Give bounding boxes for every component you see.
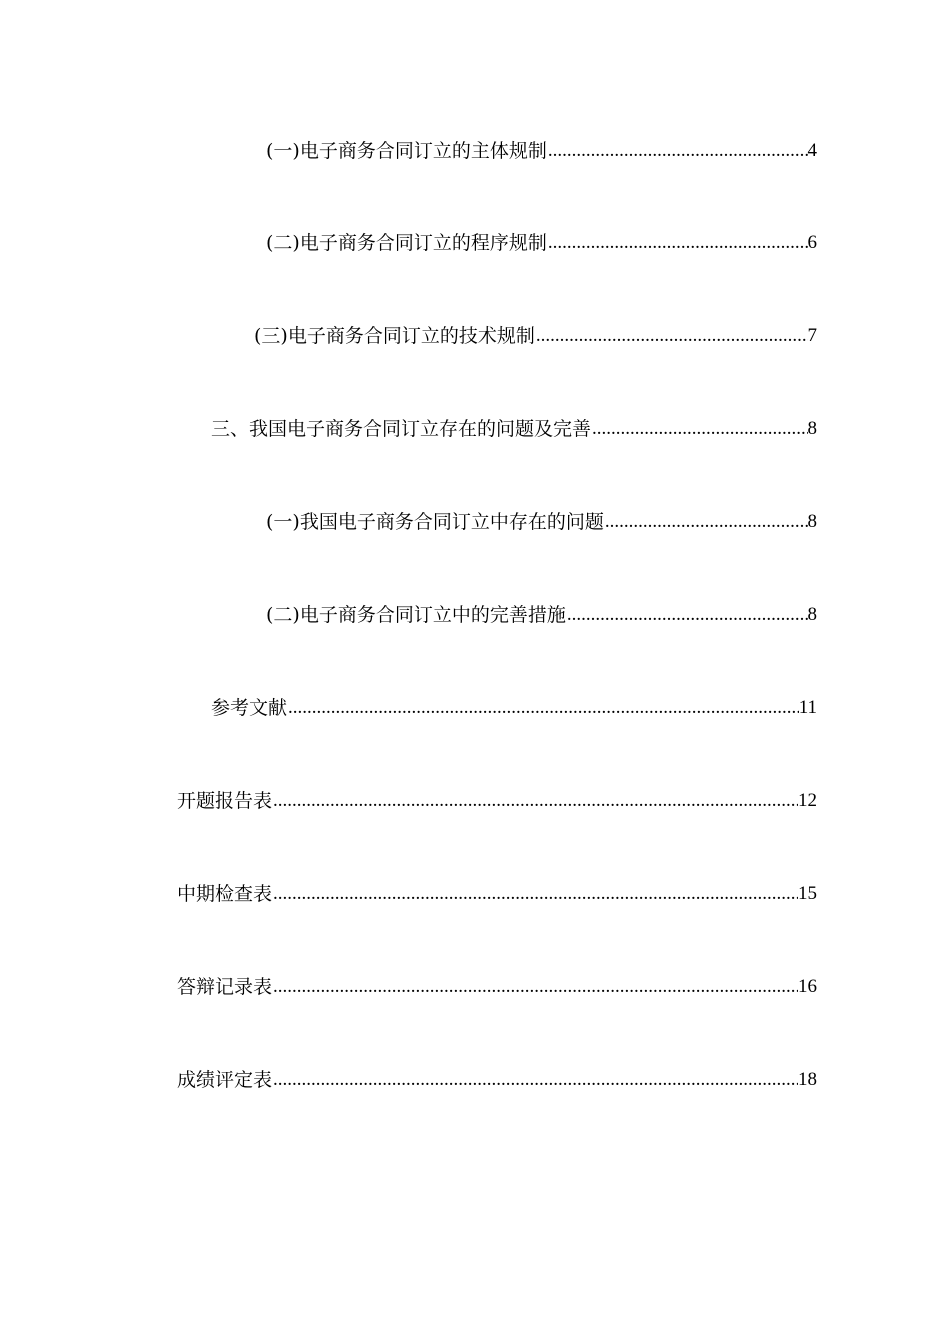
toc-entry-page: 18 bbox=[798, 1069, 817, 1090]
toc-entry[interactable] bbox=[266, 228, 817, 258]
toc-entry[interactable] bbox=[177, 972, 817, 1002]
toc-entry[interactable] bbox=[177, 786, 817, 816]
toc-entry[interactable] bbox=[266, 507, 817, 537]
toc-leader-dots bbox=[566, 600, 808, 630]
toc-leader-dots bbox=[287, 693, 799, 723]
toc-entry-title: (一)电子商务合同订立的主体规制 bbox=[266, 140, 547, 162]
toc-leader-dots bbox=[547, 136, 808, 166]
toc-entry-page: 8 bbox=[807, 418, 817, 439]
toc-entry-page: 12 bbox=[798, 790, 817, 811]
toc-entry-title: 参考文献 bbox=[211, 697, 288, 719]
toc-leader-dots bbox=[272, 972, 798, 1002]
toc-entry[interactable] bbox=[177, 879, 817, 909]
toc-entry[interactable] bbox=[266, 600, 817, 630]
toc-entry-page: 6 bbox=[807, 232, 817, 253]
toc-entry-page: 7 bbox=[807, 325, 817, 346]
toc-entry-title: 中期检查表 bbox=[177, 883, 273, 905]
toc-entry-page: 8 bbox=[807, 604, 817, 625]
toc-entry-title: 答辩记录表 bbox=[177, 976, 273, 998]
toc-leader-dots bbox=[604, 507, 808, 537]
toc-entry[interactable] bbox=[266, 136, 817, 166]
toc-entry-page: 15 bbox=[798, 883, 817, 904]
toc-leader-dots bbox=[547, 228, 808, 258]
toc-entry-title: (三)电子商务合同订立的技术规制 bbox=[254, 325, 535, 347]
toc-entry[interactable] bbox=[177, 1065, 817, 1095]
toc-entry-title: 三、我国电子商务合同订立存在的问题及完善 bbox=[211, 418, 592, 440]
toc-entry-page: 16 bbox=[798, 976, 817, 997]
toc-leader-dots bbox=[272, 879, 798, 909]
toc-entry-title: (一)我国电子商务合同订立中存在的问题 bbox=[266, 511, 604, 533]
toc-leader-dots bbox=[272, 786, 798, 816]
toc-leader-dots bbox=[535, 321, 808, 351]
toc-entry[interactable] bbox=[211, 414, 817, 444]
toc-entry-title: (二)电子商务合同订立的程序规制 bbox=[266, 232, 547, 254]
toc-entry-page: 8 bbox=[807, 511, 817, 532]
toc-leader-dots bbox=[591, 414, 807, 444]
toc-entry-page: 4 bbox=[807, 140, 817, 161]
toc-entry-title: 成绩评定表 bbox=[177, 1069, 273, 1091]
toc-leader-dots bbox=[272, 1065, 798, 1095]
toc-entry-title: 开题报告表 bbox=[177, 790, 273, 812]
toc-entry-page: 11 bbox=[798, 697, 817, 718]
toc-entry[interactable] bbox=[254, 321, 817, 351]
toc-entry[interactable] bbox=[211, 693, 817, 723]
toc-entry-title: (二)电子商务合同订立中的完善措施 bbox=[266, 604, 566, 626]
